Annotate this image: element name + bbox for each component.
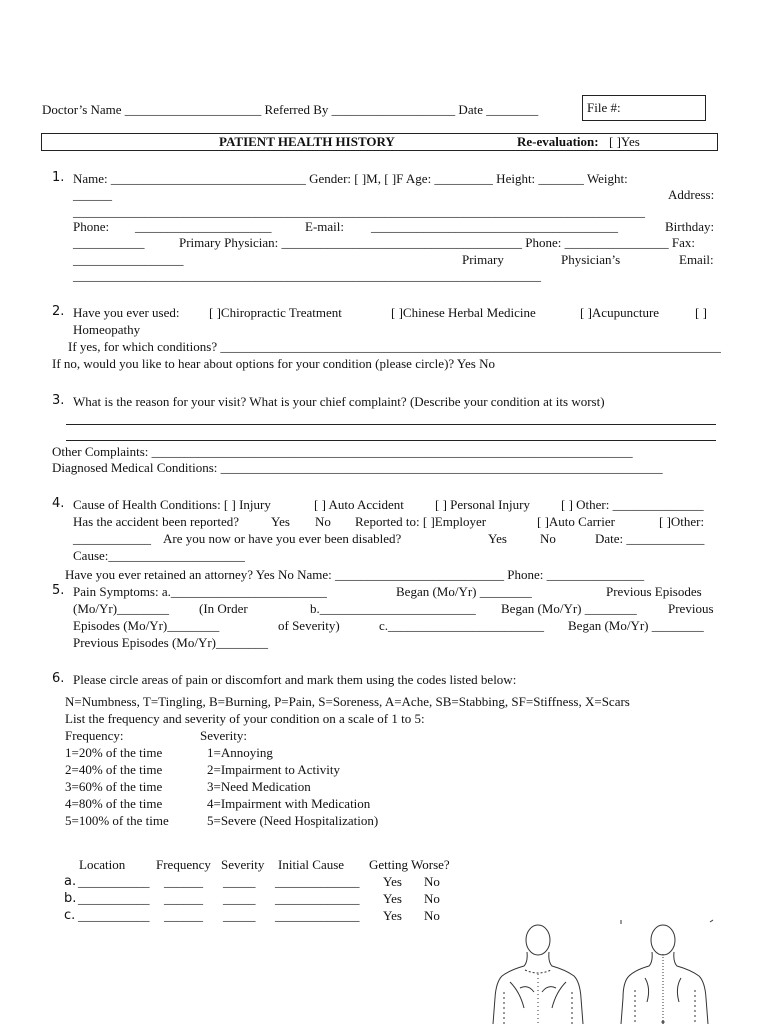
reported-to-employer[interactable]: Reported to: [ ]Employer bbox=[355, 514, 487, 529]
previous-episodes-label: Previous Episodes bbox=[606, 584, 702, 599]
body-back-diagram[interactable] bbox=[615, 918, 735, 1024]
frequency-item: 4=80% of the time bbox=[65, 796, 163, 811]
address-label: Address: bbox=[668, 187, 715, 202]
worse-no[interactable]: No bbox=[424, 908, 440, 923]
reported-other-blank[interactable]: ____________ bbox=[73, 531, 151, 546]
diagnosed-conditions-line[interactable]: Diagnosed Medical Conditions: ____________________________________________________________________ bbox=[52, 460, 663, 475]
severity-item: 3=Need Medication bbox=[207, 779, 311, 794]
row-label: a. bbox=[64, 874, 77, 889]
reported-to-other[interactable]: [ ]Other: bbox=[659, 514, 705, 529]
table-header-initial-cause: Initial Cause bbox=[278, 857, 345, 872]
checkbox-homeopathy[interactable]: [ ] bbox=[695, 305, 707, 320]
circle-areas-instruction: Please circle areas of pain or discomfort and mark them using the codes listed below: bbox=[73, 672, 517, 687]
worse-yes[interactable]: Yes bbox=[383, 908, 402, 923]
frequency-blank[interactable]: ______ bbox=[164, 908, 203, 923]
frequency-blank[interactable]: ______ bbox=[164, 874, 203, 889]
worse-yes[interactable]: Yes bbox=[383, 874, 402, 889]
began-a[interactable]: Began (Mo/Yr) ________ bbox=[396, 584, 532, 599]
table-header-location: Location bbox=[79, 857, 126, 872]
homeopathy-label: Homeopathy bbox=[73, 322, 141, 337]
in-order-label: (In Order bbox=[199, 601, 248, 616]
primary-physician-line[interactable]: Primary Physician: _____________________________________ Phone: ________________ Fax: bbox=[179, 235, 696, 250]
reevaluation-label: Re-evaluation: bbox=[517, 134, 599, 149]
physician-email-label-1: Primary bbox=[462, 252, 504, 267]
worse-yes[interactable]: Yes bbox=[383, 891, 402, 906]
began-c[interactable]: Began (Mo/Yr) ________ bbox=[568, 618, 704, 633]
previous-label-b: Previous bbox=[668, 601, 714, 616]
reported-yes[interactable]: Yes bbox=[271, 514, 290, 529]
reason-question: What is the reason for your visit? What is your chief complaint? (Describe your condition at its worst) bbox=[73, 394, 605, 409]
disabled-cause[interactable]: Cause:_____________________ bbox=[73, 548, 245, 563]
cause-blank[interactable]: _____________ bbox=[275, 908, 360, 923]
table-header-severity: Severity bbox=[221, 857, 265, 872]
frequency-item: 3=60% of the time bbox=[65, 779, 163, 794]
file-number-box[interactable] bbox=[582, 95, 706, 121]
cause-auto-accident[interactable]: [ ] Auto Accident bbox=[314, 497, 404, 512]
pain-codes-legend: N=Numbness, T=Tingling, B=Burning, P=Pain, S=Soreness, A=Ache, SB=Stabbing, SF=Stiffness, X=Scars bbox=[65, 694, 630, 709]
birthday-blank[interactable]: ___________ bbox=[73, 235, 145, 250]
severity-item: 1=Annoying bbox=[207, 745, 273, 760]
physician-email-label-2: Physician’s bbox=[561, 252, 621, 267]
name-gender-age-line[interactable]: Name: ______________________________ Gender: [ ]M, [ ]F Age: _________ Height: _______ Weight: bbox=[73, 171, 628, 186]
reported-to-auto-carrier[interactable]: [ ]Auto Carrier bbox=[537, 514, 615, 529]
pain-symptom-a[interactable]: Pain Symptoms: a.________________________ bbox=[73, 584, 327, 599]
disabled-no[interactable]: No bbox=[540, 531, 556, 546]
cause-personal-injury[interactable]: [ ] Personal Injury bbox=[435, 497, 530, 512]
frequency-blank[interactable]: ______ bbox=[164, 891, 203, 906]
fax-blank[interactable]: _________________ bbox=[73, 252, 184, 267]
location-blank[interactable]: ___________ bbox=[78, 908, 150, 923]
previous-episodes-c[interactable]: Previous Episodes (Mo/Yr)________ bbox=[73, 635, 268, 650]
severity-blank[interactable]: _____ bbox=[223, 874, 256, 889]
address-blank[interactable]: ________________________________________________________________________________________ bbox=[73, 204, 645, 219]
section-1-number: 1. bbox=[52, 170, 65, 185]
section-5-number: 5. bbox=[52, 583, 65, 598]
location-blank[interactable]: ___________ bbox=[78, 891, 150, 906]
header-doctor-line: Doctor’s Name _____________________ Referred By ___________________ Date ________ bbox=[42, 102, 539, 117]
section-2-number: 2. bbox=[52, 304, 65, 319]
physician-email-label-3: Email: bbox=[679, 252, 714, 267]
worse-no[interactable]: No bbox=[424, 874, 440, 889]
disabled-date[interactable]: Date: ____________ bbox=[595, 531, 705, 546]
page-title: PATIENT HEALTH HISTORY bbox=[219, 134, 395, 149]
other-complaints-line[interactable]: Other Complaints: __________________________________________________________________________ bbox=[52, 444, 633, 459]
disabled-yes[interactable]: Yes bbox=[488, 531, 507, 546]
severity-blank[interactable]: _____ bbox=[223, 891, 256, 906]
table-header-frequency: Frequency bbox=[156, 857, 211, 872]
reported-no[interactable]: No bbox=[315, 514, 331, 529]
frequency-heading: Frequency: bbox=[65, 728, 124, 743]
section-6-number: 6. bbox=[52, 671, 65, 686]
disabled-question: Are you now or have you ever been disabled? bbox=[163, 531, 402, 546]
cause-blank[interactable]: _____________ bbox=[275, 891, 360, 906]
birthday-label: Birthday: bbox=[665, 219, 715, 234]
severity-heading: Severity: bbox=[200, 728, 247, 743]
severity-item: 2=Impairment to Activity bbox=[207, 762, 340, 777]
options-question[interactable]: If no, would you like to hear about options for your condition (please circle)? Yes No bbox=[52, 356, 495, 371]
cause-injury[interactable]: Cause of Health Conditions: [ ] Injury bbox=[73, 497, 271, 512]
conditions-line[interactable]: If yes, for which conditions? _____________________________________________________________________________ bbox=[68, 339, 721, 354]
reason-answer-line-2[interactable] bbox=[66, 440, 716, 441]
pain-symptom-b[interactable]: b.________________________ bbox=[310, 601, 476, 616]
row-label: c. bbox=[64, 908, 76, 923]
body-front-diagram[interactable] bbox=[480, 918, 600, 1024]
began-b[interactable]: Began (Mo/Yr) ________ bbox=[501, 601, 637, 616]
checkbox-acupuncture[interactable]: [ ]Acupuncture bbox=[580, 305, 660, 320]
phone-label: Phone: bbox=[73, 219, 110, 234]
of-severity-label: of Severity) bbox=[278, 618, 340, 633]
cause-blank[interactable]: _____________ bbox=[275, 874, 360, 889]
physician-email-blank[interactable]: ________________________________________________________________________ bbox=[73, 268, 541, 283]
previous-episodes-a[interactable]: (Mo/Yr)________ bbox=[73, 601, 170, 616]
frequency-item: 1=20% of the time bbox=[65, 745, 163, 760]
file-number-label: File #: bbox=[587, 100, 621, 115]
ever-used-label: Have you ever used: bbox=[73, 305, 180, 320]
checkbox-herbal[interactable]: [ ]Chinese Herbal Medicine bbox=[391, 305, 536, 320]
worse-no[interactable]: No bbox=[424, 891, 440, 906]
weight-blank[interactable]: ______ bbox=[73, 187, 112, 202]
checkbox-chiropractic[interactable]: [ ]Chiropractic Treatment bbox=[209, 305, 342, 320]
severity-item: 5=Severe (Need Hospitalization) bbox=[207, 813, 379, 828]
frequency-item: 5=100% of the time bbox=[65, 813, 169, 828]
severity-item: 4=Impairment with Medication bbox=[207, 796, 371, 811]
email-label: E-mail: bbox=[305, 219, 344, 234]
scale-instruction: List the frequency and severity of your condition on a scale of 1 to 5: bbox=[65, 711, 425, 726]
section-3-number: 3. bbox=[52, 393, 65, 408]
phone-blank[interactable]: _____________________ bbox=[135, 219, 272, 234]
title-bar bbox=[41, 133, 718, 151]
section-4-number: 4. bbox=[52, 496, 65, 511]
pain-symptom-c[interactable]: c.________________________ bbox=[379, 618, 545, 633]
frequency-item: 2=40% of the time bbox=[65, 762, 163, 777]
reason-answer-line-1[interactable] bbox=[66, 424, 716, 425]
severity-blank[interactable]: _____ bbox=[223, 908, 256, 923]
accident-reported-label: Has the accident been reported? bbox=[73, 514, 240, 529]
cause-other[interactable]: [ ] Other: ______________ bbox=[561, 497, 704, 512]
table-header-getting-worse: Getting Worse? bbox=[369, 857, 450, 872]
location-blank[interactable]: ___________ bbox=[78, 874, 150, 889]
previous-episodes-b[interactable]: Episodes (Mo/Yr)________ bbox=[73, 618, 220, 633]
email-blank[interactable]: ______________________________________ bbox=[371, 219, 618, 234]
row-label: b. bbox=[64, 891, 77, 906]
attorney-line[interactable]: Have you ever retained an attorney? Yes No Name: __________________________ Phone: _______________ bbox=[65, 567, 645, 582]
reevaluation-checkbox[interactable]: [ ]Yes bbox=[609, 134, 640, 149]
